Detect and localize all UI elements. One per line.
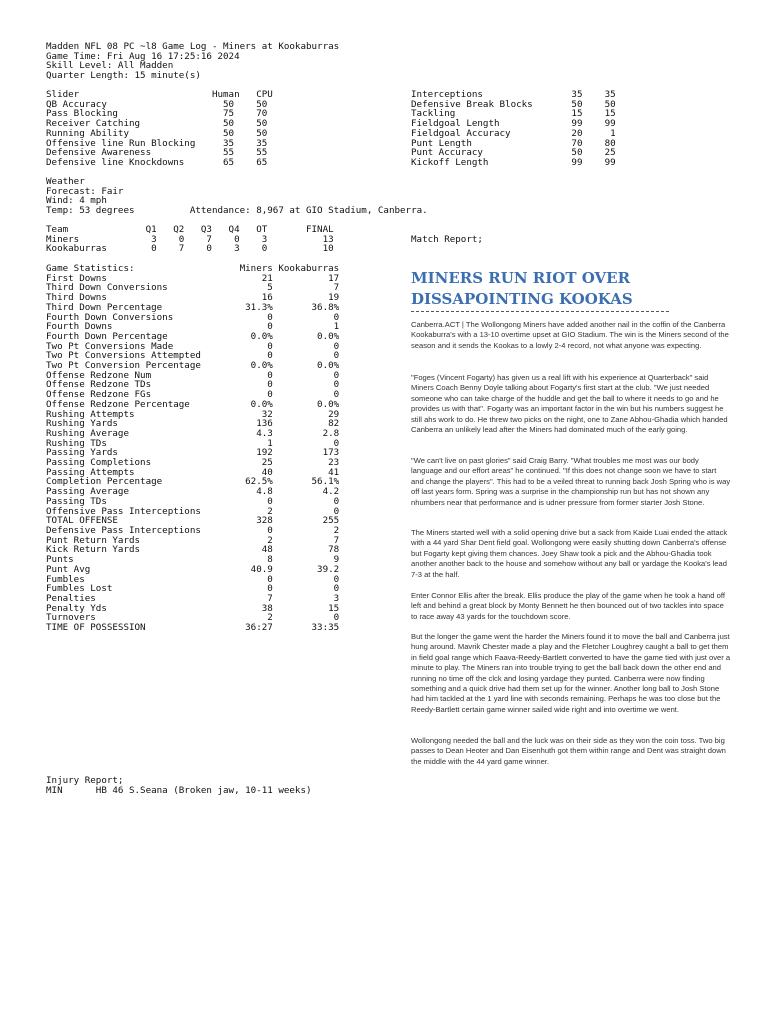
injury-row: MIN HB 46 S.Seana (Broken jaw, 10-11 weeks) [46,784,312,796]
report-paragraph: "We can't live on past glories" said Craig Barry. "What troubles me most was our body language and our effort areas" he continued. "If this does not change soon we have to start and change the players". This had to be a veiled threat to running back Josh Spring who is way off last years form. Spring was a surprise in the championship run but has not shown any nhumbers near that performance and is udner pressure from former starter Josh Stone. [411,456,731,507]
stat-row: Offense Redzone Num 0 0 [46,369,340,381]
stat-row: Punt Avg 40.9 39.2 [46,563,340,575]
stat-row: Offense Redzone Percentage 0.0% 0.0% [46,398,340,410]
skill-level: Skill Level: All Madden [46,60,174,72]
stat-row: Kick Return Yards 48 78 [46,544,340,556]
sliders-table-right [411,90,616,168]
stat-row: Completion Percentage 62.5% 56.1% [46,476,340,488]
game-statistics-table [46,264,339,633]
stat-row: Two Pt Conversion Percentage 0.0% 0.0% [46,360,340,372]
score-row-kookaburras: Kookaburras 0 7 0 3 0 10 [46,243,334,255]
stat-row: Fumbles 0 0 [46,573,340,585]
slider-row: Slider Human CPU [46,89,273,100]
slider-row: Tackling 15 15 [411,108,616,120]
stat-row: Offense Redzone FGs 0 0 [46,389,340,401]
stat-row: Turnovers 2 0 [46,612,340,624]
stat-row: Third Down Conversions 5 7 [46,282,340,294]
slider-row: Fieldgoal Length 99 99 [411,118,616,130]
slider-row: Defensive Break Blocks 50 50 [411,98,616,110]
report-paragraph: "Foges (Vincent Fogarty) has given us a real lift with his experience at Quarterback" said Miners Coach Benny Doyle talking about Fogarty's first start at the club. "We just needed someone who can take charge of the huddle and get the ball to where it needs to go and he provides us with that". Fogarty was an important factor in the win but his numbers suggest he still ahs work to do. He threw two picks on the night, one to Zane Abhou-Ghadia which handed Canberra an unlikely lead after the Miners had dominated much of the early going. [411,373,728,435]
stat-row: Punts 8 9 [46,554,340,566]
stat-row: Passing Completions 25 23 [46,457,340,469]
slider-row: Punt Accuracy 50 25 [411,147,616,159]
report-paragraph: But the longer the game went the harder the Miners found it to move the ball and Canberra just hung around. Mavrik Chester made a play and the Fletcher Loughrey caught a ball to get them in field goal range which Faava-Reedy-Bartlett converted to have the game tied with just over a minute to play. The Miners ran into trouble trying to get the ball back down the other end and running no time off the clck and losing yardage they punted. Canberra were now finding something and a quick drive had them set up for the winner. Another long ball to Josh Stone had him tackled at the 1 yard line with seconds remaining. Perhaps he was too close but the Reedy-Bartlett certain game winner sailed wide right and into overtime we went. [411,632,731,714]
quarter-length: Quarter Length: 15 minute(s) [46,70,201,82]
temp-attendance: Temp: 53 degrees Attendance: 8,967 at GIO Stadium, Canberra. [46,205,428,217]
forecast: Forecast: Fair [46,185,124,197]
game-log-header [46,42,339,81]
report-headline: MINERS RUN RIOT OVER DISSAPOINTING KOOKAS [411,269,633,308]
stat-row: Rushing Average 4.3 2.8 [46,427,340,439]
stat-row: Third Downs 16 19 [46,292,340,304]
report-paragraph: Canberra.ACT | The Wollongong Miners have added another nail in the coffin of the Canberra Kookaburra's with a 13-10 overtime upset at GIO Stadium. The win is the Miners second of the season and it sends the Kookas to a lowly 2-4 record, not what anyone was expecting. [411,320,729,350]
stat-row: First Downs 21 17 [46,272,340,284]
slider-row: Kickoff Length 99 99 [411,156,616,168]
stat-row: Rushing Attempts 32 29 [46,408,340,420]
stat-row: Two Pt Conversions Attempted 0 0 [46,350,340,362]
stat-row: Offense Redzone TDs 0 0 [46,379,340,391]
stat-row: Punt Return Yards 2 7 [46,534,340,546]
slider-row: QB Accuracy 50 50 [46,98,268,110]
stat-row: Fourth Downs 0 1 [46,321,340,333]
injury-report [46,776,312,795]
stat-row: Defensive Pass Interceptions 0 2 [46,524,340,536]
slider-row: Punt Length 70 80 [411,137,616,149]
stat-row: Passing TDs 0 0 [46,495,340,507]
stat-row: Passing Attempts 40 41 [46,466,340,478]
injury-report-label: Injury Report; [46,775,124,786]
stat-row: Two Pt Conversions Made 0 0 [46,340,340,352]
weather-section [46,177,428,216]
slider-row: Fieldgoal Accuracy 20 1 [411,127,616,139]
header-title: Madden NFL 08 PC ~l8 Game Log - Miners at Kookaburras [46,41,340,52]
slider-row: Defensive line Knockdowns 65 65 [46,156,268,168]
stat-row: Offensive Pass Interceptions 2 0 [46,505,340,517]
report-paragraph: Wollongong needed the ball and the luck was on their side as they won the coin toss. Two big passes to Dean Heoter and Dan Eisenhuth got them within range and Dent was straight down the middle with the 44 yard game winner. [411,736,726,766]
slider-row: Defensive Awareness 55 55 [46,147,268,159]
stat-row: TOTAL OFFENSE 328 255 [46,515,340,527]
slider-row: Running Ability 50 50 [46,127,268,139]
weather-label: Weather [46,176,85,187]
game-time: Game Time: Fri Aug 16 17:25:16 2024 [46,50,240,62]
slider-row: Receiver Catching 50 50 [46,118,268,130]
stat-row: Passing Yards 192 173 [46,447,340,459]
score-row-miners: Miners 3 0 7 0 3 13 [46,233,334,245]
slider-row: Offensive line Run Blocking 35 35 [46,137,268,149]
stat-row: Passing Average 4.8 4.2 [46,486,340,498]
report-paragraph: Enter Connor Ellis after the break. Ellis produce the play of the game when he took a hand off left and behind a great block by Monty Bennett he then bounced out of two tackles into space to race away 43 yards for the touchdown score. [411,591,725,621]
stats-header-row: Game Statistics: Miners Kookaburras [46,263,340,274]
headline-divider [411,311,669,312]
stat-row: Penalties 7 3 [46,592,340,604]
stat-row: Rushing Yards 136 82 [46,418,340,430]
score-header-row: Team Q1 Q2 Q3 Q4 OT FINAL [46,224,334,235]
stat-row: Rushing TDs 1 0 [46,437,340,449]
wind: Wind: 4 mph [46,195,107,207]
stat-row: Fumbles Lost 0 0 [46,583,340,595]
score-table [46,225,334,254]
report-paragraph: The Miners started well with a solid opening drive but a sack from Kaide Luai ended the attack with a 44 yard Shar Dent field goal. Wollongong were easily shutting down Canberra's offense but Fogarty kept giving them chances. Joey Shaw took a pick and the Abhou-Ghadia took another another back to the house and somehow without any ball or yardage the Kooka's lead 7-3 at the half. [411,528,728,579]
match-report-label: Match Report; [411,234,483,245]
stat-row: Fourth Down Percentage 0.0% 0.0% [46,330,340,342]
slider-row: Interceptions 35 35 [411,89,616,100]
sliders-table-left [46,90,273,168]
slider-row: Pass Blocking 75 70 [46,108,268,120]
stat-row: Fourth Down Conversions 0 0 [46,311,340,323]
stat-row: Third Down Percentage 31.3% 36.8% [46,301,340,313]
stat-row: Penalty Yds 38 15 [46,602,340,614]
stat-row: TIME OF POSSESSION 36:27 33:35 [46,622,340,634]
